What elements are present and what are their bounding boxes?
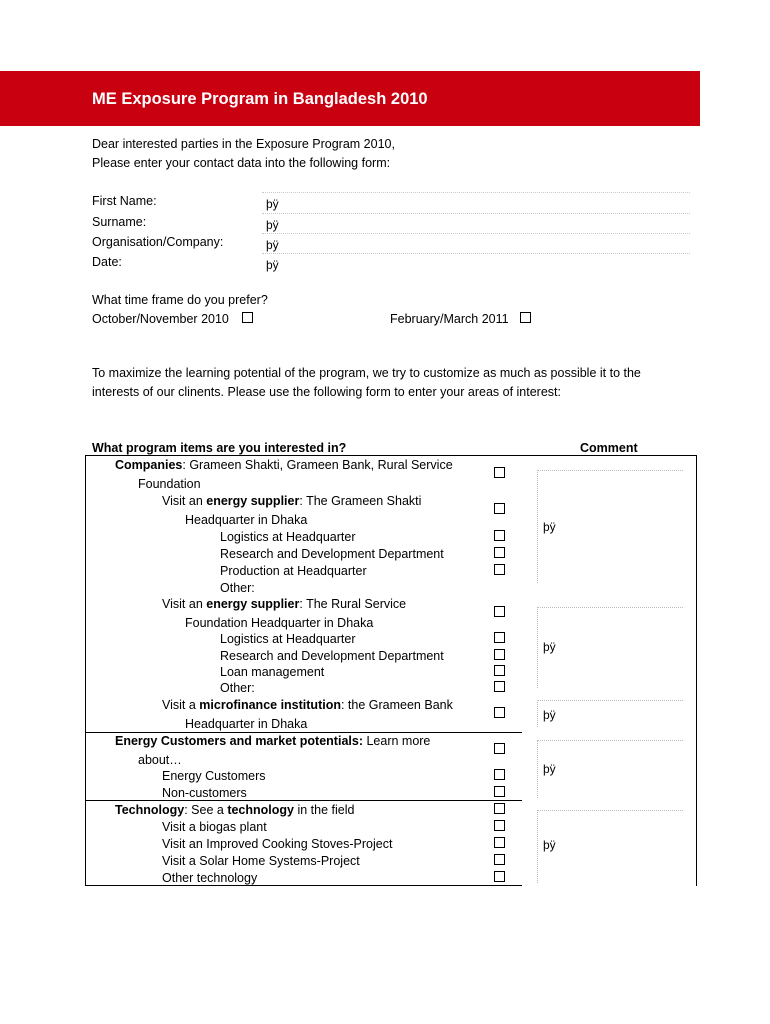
organisation-border [262,233,690,234]
visit1-checkbox[interactable] [494,503,505,514]
table-right-border [696,455,697,886]
companies-text: : Grameen Shakti, Grameen Bank, Rural Service [182,458,453,472]
visit1-item-research: Research and Development Department [220,547,444,561]
energy-post: Learn more [362,734,431,748]
tech-solar-checkbox[interactable] [494,854,505,865]
visit2-research-checkbox[interactable] [494,649,505,660]
tech-item-stoves: Visit an Improved Cooking Stoves-Project [162,837,393,851]
date-label: Date: [92,255,122,269]
visit3-checkbox[interactable] [494,707,505,718]
technology-bold: Technology [115,803,185,817]
visit1-logistics-checkbox[interactable] [494,530,505,541]
visit1-production-checkbox[interactable] [494,564,505,575]
option-feb-mar-checkbox[interactable] [520,312,531,323]
learning-line-2: interests of our clinents. Please use the following form to enter your areas of interest: [92,385,561,399]
visit-rural-service [162,596,406,612]
visit1-bold: energy supplier [206,494,300,508]
visit2-loan-checkbox[interactable] [494,665,505,676]
visit1-pre: Visit an [162,494,207,508]
learning-line-1: To maximize the learning potential of the program, we try to customize as much as possible it to the [92,366,641,380]
visit3-pre: Visit a [162,698,200,712]
page-title: ME Exposure Program in Bangladesh 2010 [92,90,428,108]
table-header-comment: Comment [580,441,638,455]
technology-checkbox[interactable] [494,803,505,814]
option-oct-nov-checkbox[interactable] [242,312,253,323]
energy-row [115,733,430,749]
visit1-item-logistics: Logistics at Headquarter [220,530,356,544]
timeframe-question: What time frame do you prefer? [92,293,268,307]
comment-box-2[interactable] [537,607,683,688]
comment-box-4[interactable] [537,740,683,798]
technology-mid: : See a [184,803,228,817]
table-header-items: What program items are you interested in? [92,441,347,455]
visit2-pre: Visit an [162,597,207,611]
visit2-checkbox[interactable] [494,606,505,617]
first-name-field[interactable]: þÿ [266,197,279,211]
visit2-item-logistics: Logistics at Headquarter [220,632,356,646]
intro-line-1: Dear interested parties in the Exposure Program 2010, [92,137,395,151]
option-feb-mar-label: February/March 2011 [390,312,509,326]
comment-box-3[interactable] [537,700,683,727]
comment-value-3: þÿ [543,708,556,722]
energy-customers-checkbox[interactable] [494,769,505,780]
option-oct-nov-label: October/November 2010 [92,312,229,326]
tech-item-other: Other technology [162,871,258,885]
tech-other-checkbox[interactable] [494,871,505,882]
visit2-other-checkbox[interactable] [494,681,505,692]
comment-value-5: þÿ [543,838,556,852]
organisation-field[interactable]: þÿ [266,238,279,252]
tech-item-solar: Visit a Solar Home Systems-Project [162,854,360,868]
companies-cont: Foundation [138,477,201,491]
technology-row [115,802,354,818]
energy-cont: about… [138,753,182,767]
table-divider-technology [85,800,522,801]
visit2-cont: Foundation Headquarter in Dhaka [185,616,374,630]
surname-field[interactable]: þÿ [266,218,279,232]
energy-noncustomers-checkbox[interactable] [494,786,505,797]
comment-value-1: þÿ [543,520,556,534]
companies-bold: Companies [115,458,183,472]
technology-bold-2: technology [227,803,294,817]
comment-value-2: þÿ [543,640,556,654]
first-name-label: First Name: [92,194,157,208]
tech-item-biogas: Visit a biogas plant [162,820,267,834]
comment-value-4: þÿ [543,762,556,776]
first-name-border [262,192,690,193]
technology-post: in the field [293,803,355,817]
comment-box-5[interactable] [537,810,683,883]
companies-checkbox[interactable] [494,467,505,478]
tech-stoves-checkbox[interactable] [494,837,505,848]
visit1-research-checkbox[interactable] [494,547,505,558]
visit2-post: : The Rural Service [299,597,407,611]
intro-line-2: Please enter your contact data into the following form: [92,156,391,170]
visit1-cont: Headquarter in Dhaka [185,513,308,527]
companies-row [115,457,453,473]
date-border [262,253,690,254]
visit3-bold: microfinance institution [199,698,341,712]
organisation-label: Organisation/Company: [92,235,224,249]
visit1-item-production: Production at Headquarter [220,564,367,578]
table-left-border [85,455,86,886]
surname-border [262,213,690,214]
energy-checkbox[interactable] [494,743,505,754]
visit2-item-loan: Loan management [220,665,325,679]
title-banner [0,71,700,126]
visit2-item-other: Other: [220,681,255,695]
tech-biogas-checkbox[interactable] [494,820,505,831]
visit3-post: : the Grameen Bank [340,698,453,712]
energy-item-noncustomers: Non-customers [162,786,247,800]
visit2-logistics-checkbox[interactable] [494,632,505,643]
visit3-cont: Headquarter in Dhaka [185,717,308,731]
table-top-border [85,455,697,456]
visit1-post: : The Grameen Shakti [299,494,422,508]
table-bottom-border [85,885,522,886]
visit2-bold: energy supplier [206,597,300,611]
visit2-item-research: Research and Development Department [220,649,444,663]
visit-grameen-bank [162,697,453,713]
comment-box-1[interactable] [537,470,683,583]
energy-bold: Energy Customers and market potentials: [115,734,363,748]
date-field[interactable]: þÿ [266,258,279,272]
surname-label: Surname: [92,215,147,229]
visit1-item-other: Other: [220,581,255,595]
energy-item-customers: Energy Customers [162,769,266,783]
visit-grameen-shakti [162,493,421,509]
